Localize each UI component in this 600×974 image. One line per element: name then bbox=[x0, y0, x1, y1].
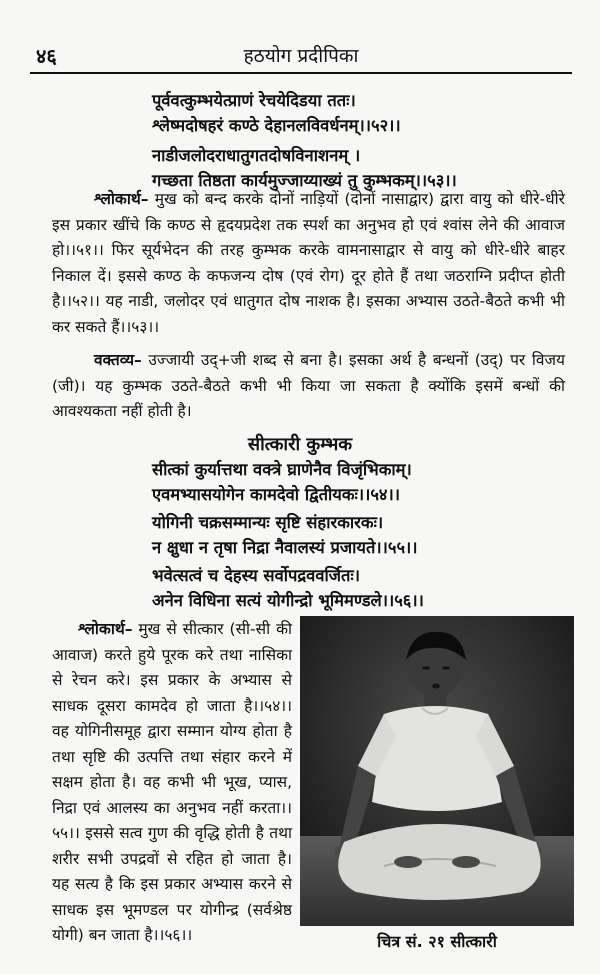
statement-label: वक्तव्य– bbox=[94, 351, 142, 369]
sitkari-photo bbox=[300, 616, 574, 926]
running-title: हठयोग प्रदीपिका bbox=[243, 45, 359, 67]
verse-block-55 bbox=[152, 510, 418, 560]
page-header bbox=[30, 36, 572, 70]
verse-line: अनेन विधिना सत्यं योगीन्द्रो भूमिमण्डले।।५६।। bbox=[152, 591, 424, 610]
photo-caption: चित्र सं. २१ सीत्कारी bbox=[377, 932, 497, 951]
verse-line: श्लेष्मदोषहरं कण्ठे देहानलविवर्धनम्।।५२।। bbox=[152, 116, 401, 135]
header-rule bbox=[30, 72, 572, 74]
verse-block-52 bbox=[152, 88, 401, 138]
verse-line: एवमभ्यासयोगेन कामदेवो द्वितीयकः।।५४।। bbox=[152, 485, 401, 504]
commentary-text: मुख से सीत्कार (सी-सी की आवाज) करते हुये पूरक करे तथा नासिका से रेचन करे। इस प्रकार के अभ्यास से साधक दूसरा कामदेव हो जाता है।।५४।। वह योगिनीसमूह द्वारा सम्मान योग्य होता है तथा सृष्टि की उत्पत्ति तथा संहार करने में सक्षम होता है। वह कभी भी भूख, प्यास, निद्रा एवं आलस्य का अनुभव नहीं करता।।५५।। इससे सत्व गुण की वृद्धि होती है तथा शरीर सभी उपद्रवों से रहित हो जाता है। यह सत्य है कि इस प्रकार अभ्यास करने से साधक इस भूमण्डल पर योगीन्द्र (सर्वश्रेष्ठ योगी) बन जाता है।।५६।। bbox=[52, 620, 292, 944]
commentary-text: मुख को बन्द करके दोनों नाड़ियों (दोनों नासाद्वार) द्वारा वायु को धीरे-धीरे इस प्रकार खींचे कि कण्ठ से हृदयप्रदेश तक स्पर्श का अनुभव हो एवं श्वांस लेने की आवाज हो।।५१।। फिर सूर्यभेदन की तरह कुम्भक करके वामनासाद्वार से वायु को धीरे-धीरे बाहर निकाल दें। इससे कण्ठ के कफजन्य दोष (एवं रोग) दूर होते हैं तथा जठराग्नि प्रदीप्त होती है।।५२।। यह नाडी, जलोदर एवं धातुगत दोष नाशक है। इसका अभ्यास उठते-बैठते कभी भी कर सकते हैं।।५३।। bbox=[52, 190, 565, 336]
verse-block-56 bbox=[152, 563, 424, 613]
commentary-paragraph-1 bbox=[52, 187, 565, 340]
page-number: ४६ bbox=[36, 44, 57, 68]
statement-paragraph bbox=[52, 348, 565, 425]
person-meditating-illustration bbox=[300, 616, 574, 926]
verse-line: पूर्ववत्कुम्भयेत्प्राणं रेचयेदिडया ततः। bbox=[152, 91, 356, 110]
commentary-label: श्लोकार्थ– bbox=[78, 620, 133, 638]
commentary-label: श्लोकार्थ– bbox=[94, 190, 149, 208]
verse-line: भवेत्सत्वं च देहस्य सर्वोपद्रववर्जितः। bbox=[152, 566, 361, 585]
verse-line: नाडीजलोदराधातुगतदोषविनाशनम् । bbox=[152, 146, 361, 165]
verse-line: गच्छता तिष्ठता कार्यमुज्जाय्याख्यं तु कुम्भकम्।।५३।। bbox=[152, 171, 457, 190]
commentary-paragraph-2 bbox=[52, 617, 292, 949]
verse-block-54 bbox=[152, 457, 412, 507]
verse-line: न क्षुधा न तृषा निद्रा नैवालस्यं प्रजायते।।५५।। bbox=[152, 538, 418, 557]
statement-text: उज्जायी उद्+जी शब्द से बना है। इसका अर्थ है बन्धनों (उद्) पर विजय (जी)। यह कुम्भक उठते-बैठते कभी भी किया जा सकता है क्योंकि इसमें बन्धों की आवश्यकता नहीं होती है। bbox=[52, 351, 565, 420]
verse-line: सीत्कां कुर्यात्तथा वक्त्रे घ्राणेनैव विजृंभिकाम्। bbox=[152, 460, 412, 479]
section-title: सीत्कारी कुम्भक bbox=[247, 434, 353, 455]
verse-block-53 bbox=[152, 143, 457, 193]
verse-line: योगिनी चक्रसम्मान्यः सृष्टि संहारकारकः। bbox=[152, 513, 384, 532]
